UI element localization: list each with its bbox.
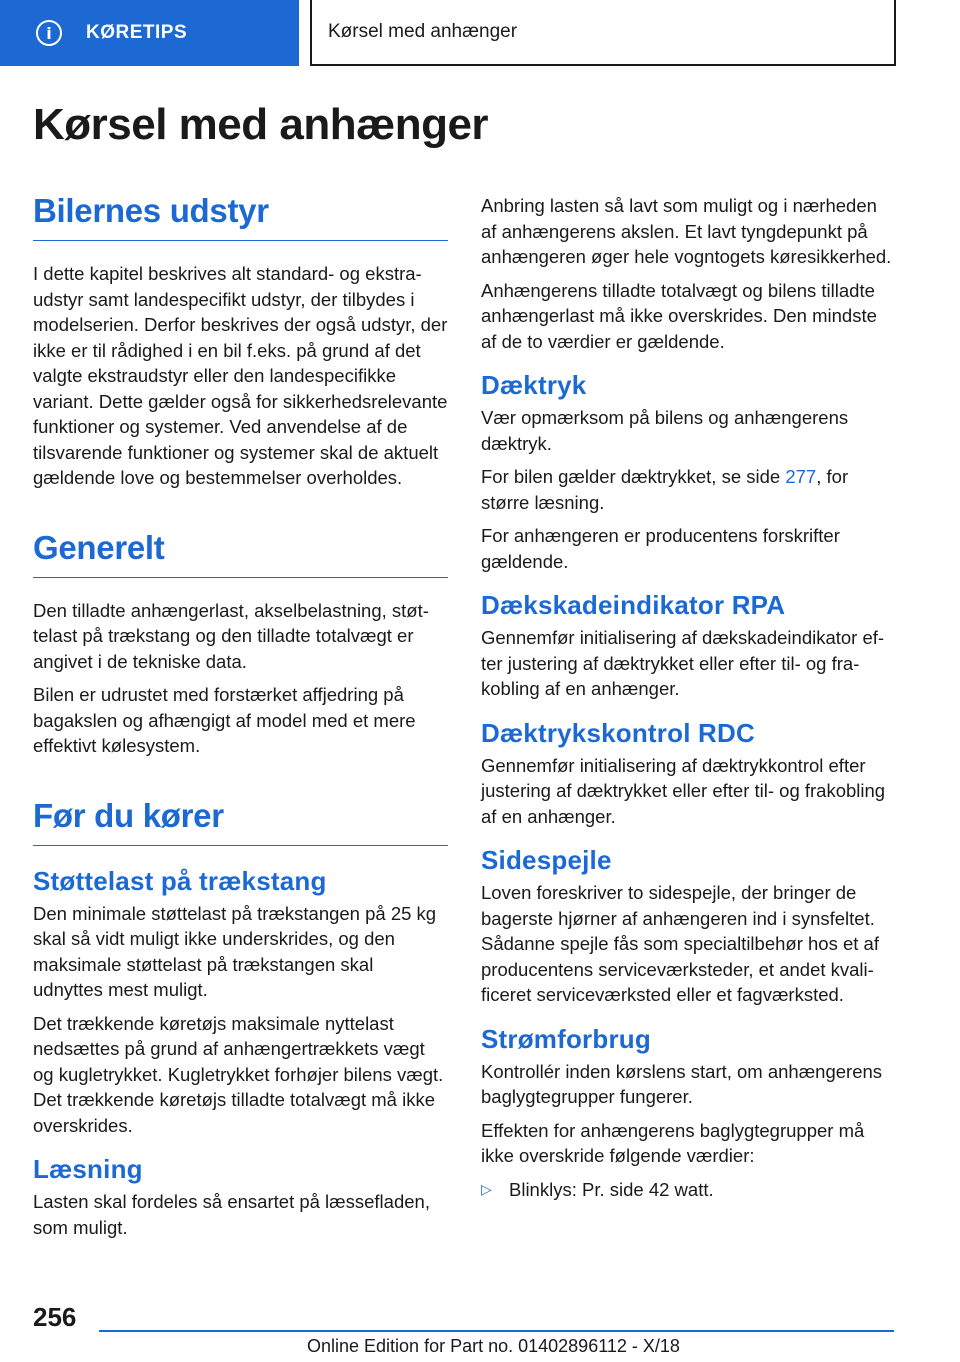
- page-header: [0, 0, 960, 66]
- paragraph: Loven foreskriver to sidespejle, der bringer de bagerste hjørner af anhængeren ind i synsfeltet. Sådanne spejle fås som specialtilbehør hos et af producentens serviceværksteder, et andet kvalificeret serviceværksted eller et fagværksted.: [481, 882, 879, 1005]
- paragraph: Kontrollér inden kørslens start, om anhængerens baglygtegrupper fungerer.: [481, 1060, 883, 1107]
- paragraph: Den tilladte anhængerlast, akselbelastning, støttelast på trækstang og den tilladte totalvægt er angivet i de tekniske data.: [33, 599, 429, 672]
- paragraph: Vær opmærksom på bilens og anhængerens dæktryk.: [481, 407, 849, 454]
- paragraph: Effekten for anhængerens baglygtegrupper må ikke overskride følgende værdier:: [481, 1119, 865, 1166]
- right-column: [481, 193, 896, 1202]
- subheading-tongue-load: Støttelast på trækstang: [33, 865, 327, 896]
- list-item: [481, 1177, 896, 1203]
- page-title: Kørsel med anhænger: [33, 100, 489, 149]
- page-number: 256: [33, 1302, 77, 1332]
- paragraph: I dette kapitel beskrives alt standard- og ekstraudstyr samt landespecifikt udstyr, der tilbydes i modelserien. Derfor beskrives der også udstyr, der ikke er til rådighed i en bil f.eks. på grund af det valgte ekstraudstyr eller den landespecifikke variant. Dette gælder også for sikkerhedsrelevante funktioner og systemer. Ved anvendelse af de tilsvarende funktioner og systemer skal de aktuelt gældende love og bestemmelser overholdes.: [33, 263, 448, 488]
- section-heading-general: Generelt: [33, 529, 448, 578]
- section-heading-before-driving: Før du kører: [33, 797, 448, 846]
- subheading-rdc: Dæktrykskontrol RDC: [481, 717, 755, 748]
- footer-divider: [99, 1330, 894, 1332]
- breadcrumb-label: Kørsel med anhænger: [328, 21, 518, 42]
- text: For bilen gælder dæktrykket, se side: [481, 466, 786, 487]
- edition-note: Online Edition for Part no. 01402896112 - X/18: [307, 1336, 680, 1356]
- paragraph: Det trækkende køretøjs maksimale nyttelast nedsættes på grund af anhængertrækkets vægt og kugletrykket. Kugletrykket forhøjer bilens vægt. Det trækkende køretøjs tilladte totalvægt må ikke overskrides.: [33, 1012, 444, 1136]
- chapter-tab[interactable]: [0, 0, 299, 66]
- paragraph: Lasten skal fordeles så ensartet på læssefladen, som muligt.: [33, 1191, 430, 1238]
- subheading-rpa: Dækskadeindikator RPA: [481, 590, 786, 620]
- subheading-mirrors: Sidespejle: [481, 845, 612, 875]
- paragraph: For anhængeren er producentens forskrifter gældende.: [481, 525, 840, 572]
- chapter-tab-label: KØRETIPS: [86, 22, 188, 43]
- paragraph: Anbring lasten så lavt som muligt og i nærheden af anhængerens akslen. Et lavt tyngdepunkt på anhængeren øger hele vogntogets køresikkerhed.: [481, 195, 892, 267]
- list-item-text: Blinklys: Pr. side 42 watt.: [509, 1178, 714, 1200]
- text: , for større læsning.: [481, 466, 849, 513]
- section-heading-equipment: Bilernes udstyr: [33, 192, 448, 241]
- paragraph: Gennemfør initialisering af dækskadeindikator efter justering af dæktrykket eller efter til- og frakobling af en anhænger.: [481, 627, 885, 699]
- paragraph: Den minimale støttelast på trækstangen på 25 kg skal så vidt muligt ikke underskrides, og den maksimale støttelast på trækstangen skal udnyttes mest muligt.: [33, 902, 437, 1000]
- info-icon: i: [36, 20, 62, 46]
- subheading-tire-pressure: Dæktryk: [481, 370, 587, 400]
- page-link[interactable]: 277: [785, 466, 817, 487]
- left-column: [33, 192, 448, 1248]
- paragraph: Anhængerens tilladte totalvægt og bilens tilladte anhængerlast må ikke overskrides. Den mindste af de to værdier er gældende.: [481, 279, 877, 352]
- paragraph-with-link: [481, 464, 896, 515]
- triangle-bullet-icon: ▷: [481, 1180, 492, 1197]
- paragraph: Bilen er udrustet med forstærket affjedring på bagakslen og afhængigt af model med et mere effektivt kølesystem.: [33, 684, 416, 756]
- breadcrumb: [310, 0, 896, 66]
- subheading-power: Strømforbrug: [481, 1023, 651, 1054]
- paragraph: Gennemfør initialisering af dæktrykkontrol efter justering af dæktrykket eller efter til- og frakobling af en anhænger.: [481, 754, 886, 827]
- subheading-loading: Læsning: [33, 1154, 143, 1184]
